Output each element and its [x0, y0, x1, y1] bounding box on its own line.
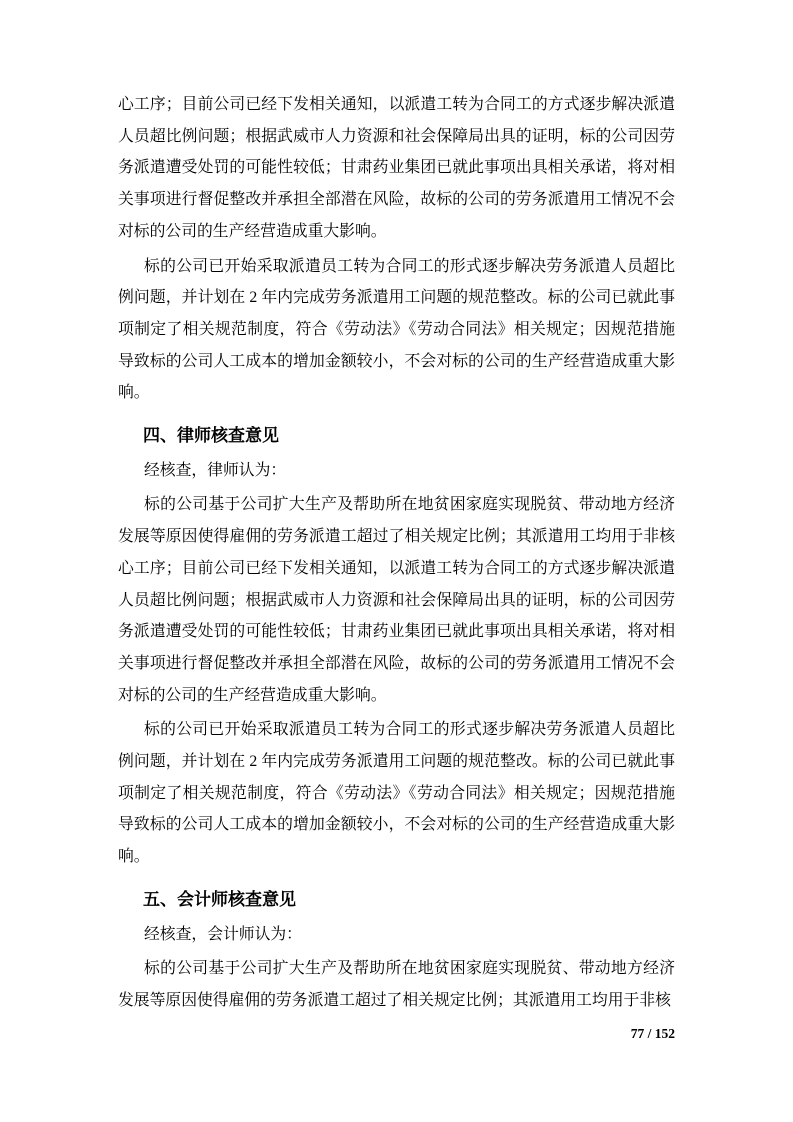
- section-heading-lawyer-opinion: 四、律师核查意见: [143, 426, 279, 446]
- paragraph-remediation-plan: 标的公司已开始采取派遣员工转为合同工的形式逐步解决劳务派遣人员超比例问题，并计划在 2 年内完成劳务派遣用工问题的规范整改。标的公司已就此事项制定了相关规范制度，符合《劳动法》《劳动合同法》相关规定；因规范措施导致标的公司人工成本的增加金额较小，不会对标的公司的生产经营造成重大影响。: [118, 257, 675, 402]
- paragraph-lawyer-finding: 标的公司基于公司扩大生产及帮助所在地贫困家庭实现脱贫、带动地方经济发展等原因使得雇佣的劳务派遣工超过了相关规定比例；其派遣用工均用于非核心工序；目前公司已经下发相关通知，以派遣工转为合同工的方式逐步解决派遣人员超比例问题；根据武威市人力资源和社会保障局出具的证明，标的公司因劳务派遣遭受处罚的可能性较低；甘肃药业集团已就此事项出具相关承诺，将对相关事项进行督促整改并承担全部潜在风险，故标的公司的劳务派遣用工情况不会对标的公司的生产经营造成重大影响。: [118, 496, 675, 704]
- paragraph-accountant-finding-clipped: 标的公司基于公司扩大生产及帮助所在地贫困家庭实现脱贫、带动地方经济发展等原因使得雇佣的劳务派遣工超过了相关规定比例；其派遣用工均用于非核: [118, 960, 675, 1009]
- paragraph-accountant-intro: 经核查，会计师认为：: [144, 925, 302, 943]
- section-heading-accountant-opinion: 五、会计师核查意见: [143, 889, 296, 909]
- paragraph-lawyer-remediation: 标的公司已开始采取派遣员工转为合同工的形式逐步解决劳务派遣人员超比例问题，并计划在 2 年内完成劳务派遣用工问题的规范整改。标的公司已就此事项制定了相关规范制度，符合《劳动法》《劳动合同法》相关规定；因规范措施导致标的公司人工成本的增加金额较小，不会对标的公司的生产经营造成重大影响。: [118, 721, 675, 866]
- paragraph-continuation: 心工序；目前公司已经下发相关通知，以派遣工转为合同工的方式逐步解决派遣人员超比例问题；根据武威市人力资源和社会保障局出具的证明，标的公司因劳务派遣遭受处罚的可能性较低；甘肃药业集团已就此事项出具相关承诺，将对相关事项进行督促整改并承担全部潜在风险，故标的公司的劳务派遣用工情况不会对标的公司的生产经营造成重大影响。: [118, 96, 675, 240]
- page-number: 77 / 152: [630, 1026, 675, 1041]
- paragraph-lawyer-intro: 经核查，律师认为：: [144, 461, 287, 479]
- document-body: [118, 89, 675, 1020]
